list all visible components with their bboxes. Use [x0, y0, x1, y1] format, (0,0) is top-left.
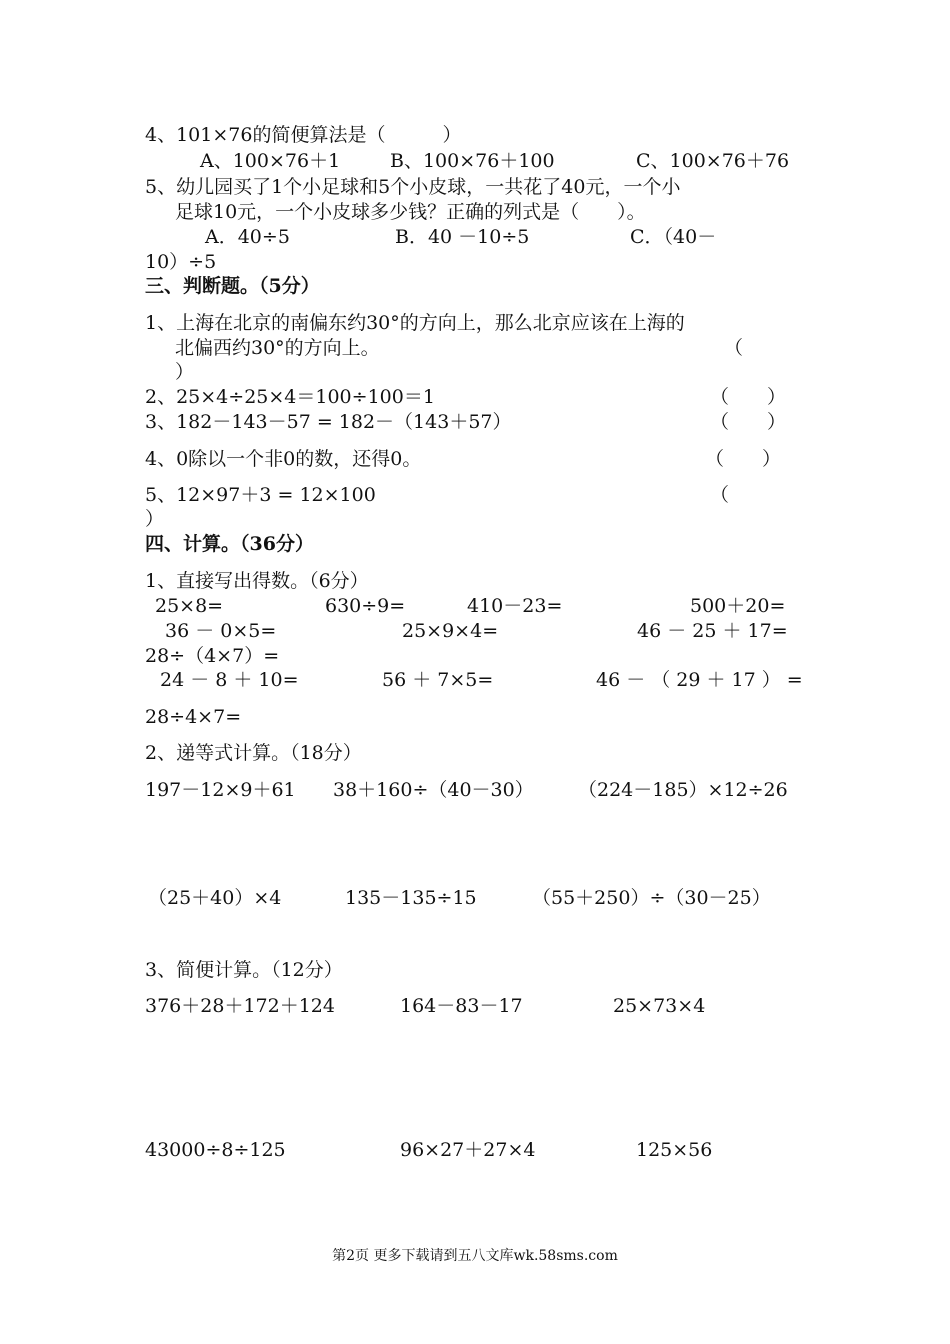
direct-item: 46 － 25 ＋ 17=: [637, 620, 788, 642]
judge-q5: 5、12×97＋3 = 12×100: [145, 484, 376, 506]
direct-item: 630÷9=: [325, 595, 406, 617]
simple-item: 43000÷8÷125: [145, 1139, 286, 1161]
calc-section-title: 四、计算。（36分）: [145, 533, 314, 555]
calc-step-title: 2、递等式计算。（18分）: [145, 742, 362, 764]
choice-q4-option-b: B、100×76＋100: [390, 150, 555, 172]
direct-item: 25×9×4=: [402, 620, 499, 642]
choice-q5-option-c-cont: 10）÷5: [145, 251, 217, 273]
choice-q5-line2: 足球10元，一个小皮球多少钱？正确的列式是（ ）。: [175, 201, 646, 223]
judge-q1-line1: 1、上海在北京的南偏东约30°的方向上，那么北京应该在上海的: [145, 312, 685, 334]
choice-q4-option-c: C、100×76＋76: [636, 150, 790, 172]
calc-direct-title: 1、直接写出得数。（6分）: [145, 570, 369, 592]
judge-q5-paren-close: ）: [145, 508, 165, 530]
direct-item: 28÷（4×7）=: [145, 645, 280, 667]
judge-q5-paren-open: （: [710, 484, 730, 506]
page-footer: 第2页 更多下载请到五八文库wk.58sms.com: [332, 1248, 618, 1264]
direct-item: 28÷4×7=: [145, 706, 242, 728]
judge-q2-answer-paren: （ ）: [710, 386, 787, 408]
choice-q5-option-b: B．40 －10÷5: [395, 226, 530, 248]
choice-q5-line1: 5、幼儿园买了1个小足球和5个小皮球，一共花了40元，一个小: [145, 176, 681, 198]
direct-item: 56 ＋ 7×5=: [382, 669, 494, 691]
judge-q1-paren-close: ）: [175, 361, 195, 383]
step-item: 38＋160÷（40－30）: [333, 779, 534, 801]
direct-item: 24 － 8 ＋ 10=: [160, 669, 299, 691]
simple-item: 96×27＋27×4: [400, 1139, 536, 1161]
judge-q3: 3、182－143－57 = 182－（143＋57）: [145, 411, 512, 433]
judge-q1-line2: 北偏西约30°的方向上。: [175, 337, 380, 359]
simple-item: 125×56: [636, 1139, 713, 1161]
choice-q5-option-a: A．40÷5: [205, 226, 290, 248]
judge-q1-paren-open: （: [724, 337, 744, 359]
step-item: （25＋40）×4: [148, 887, 282, 909]
step-item: 135－135÷15: [345, 887, 477, 909]
choice-q4: 4、101×76的简便算法是（ ）: [145, 124, 462, 146]
step-item: （55＋250）÷（30－25）: [532, 887, 771, 909]
choice-q5-option-c: C．（40－: [630, 226, 717, 248]
judge-q3-answer-paren: （ ）: [710, 411, 787, 433]
direct-item: 410－23=: [467, 595, 563, 617]
judge-q4-answer-paren: （ ）: [705, 448, 782, 470]
calc-simple-title: 3、简便计算。（12分）: [145, 959, 343, 981]
direct-item: 25×8=: [155, 595, 224, 617]
step-item: 197－12×9＋61: [145, 779, 296, 801]
judge-section-title: 三、判断题。（5分）: [145, 275, 320, 297]
direct-item: 36 － 0×5=: [165, 620, 277, 642]
choice-q4-option-a: A、100×76＋1: [200, 150, 341, 172]
direct-item: 46 － （ 29 ＋ 17 ） =: [596, 669, 803, 691]
step-item: （224－185）×12÷26: [578, 779, 788, 801]
direct-item: 500＋20=: [690, 595, 786, 617]
judge-q2: 2、25×4÷25×4＝100÷100＝1: [145, 386, 435, 408]
simple-item: 164－83－17: [400, 995, 523, 1017]
simple-item: 25×73×4: [613, 995, 706, 1017]
judge-q4: 4、0除以一个非0的数，还得0。: [145, 448, 422, 470]
simple-item: 376＋28＋172＋124: [145, 995, 335, 1017]
